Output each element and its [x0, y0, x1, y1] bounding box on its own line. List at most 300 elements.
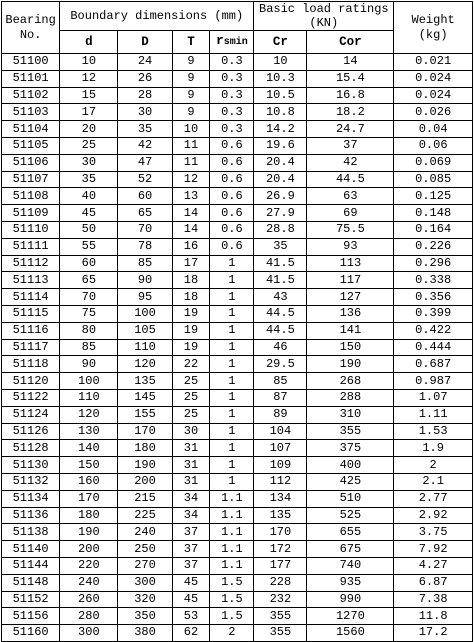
weight-cell: 0.026 — [394, 104, 473, 121]
col-header-D: D — [118, 31, 172, 54]
bearing-no-cell: 51138 — [2, 524, 60, 541]
rsmin-cell: 1 — [210, 305, 254, 322]
bearing-no-cell: 51156 — [2, 608, 60, 625]
cor-cell: 525 — [307, 507, 394, 524]
cr-cell: 135 — [254, 507, 307, 524]
D-cell: 78 — [118, 238, 172, 255]
weight-cell: 0.024 — [394, 70, 473, 87]
cr-cell: 26.9 — [254, 188, 307, 205]
d-cell: 110 — [60, 389, 118, 406]
D-cell: 155 — [118, 406, 172, 423]
weight-cell: 1.53 — [394, 423, 473, 440]
bearing-no-cell: 51140 — [2, 541, 60, 558]
bearing-no-cell: 51160 — [2, 625, 60, 642]
cr-cell: 43 — [254, 289, 307, 306]
table-row — [2, 238, 473, 255]
weight-cell: 2.1 — [394, 473, 473, 490]
T-cell: 19 — [172, 305, 210, 322]
bearing-no-cell: 51118 — [2, 356, 60, 373]
d-cell: 130 — [60, 423, 118, 440]
bearing-no-cell: 51128 — [2, 440, 60, 457]
d-cell: 280 — [60, 608, 118, 625]
col-header-cr: Cr — [254, 31, 307, 54]
D-cell: 60 — [118, 188, 172, 205]
T-cell: 37 — [172, 524, 210, 541]
cr-cell: 109 — [254, 457, 307, 474]
weight-cell: 2 — [394, 457, 473, 474]
table-row — [2, 205, 473, 222]
bearing-no-cell: 51108 — [2, 188, 60, 205]
rsmin-cell: 1 — [210, 255, 254, 272]
D-cell: 42 — [118, 137, 172, 154]
rsmin-subscript: smin — [223, 37, 248, 48]
table-row — [2, 54, 473, 71]
T-cell: 31 — [172, 440, 210, 457]
cor-cell: 510 — [307, 490, 394, 507]
cor-cell: 93 — [307, 238, 394, 255]
d-cell: 75 — [60, 305, 118, 322]
table-row — [2, 171, 473, 188]
D-cell: 26 — [118, 70, 172, 87]
cor-cell: 141 — [307, 322, 394, 339]
D-cell: 200 — [118, 473, 172, 490]
weight-cell: 0.069 — [394, 154, 473, 171]
bearing-no-cell: 51122 — [2, 389, 60, 406]
rsmin-cell: 1 — [210, 356, 254, 373]
table-row — [2, 154, 473, 171]
cor-cell: 675 — [307, 541, 394, 558]
bearing-header-line2: No. — [19, 27, 42, 42]
rsmin-cell: 0.6 — [210, 205, 254, 222]
table-row — [2, 440, 473, 457]
bearing-no-cell: 51120 — [2, 373, 60, 390]
d-cell: 50 — [60, 221, 118, 238]
col-header-weight — [394, 2, 473, 54]
rsmin-cell: 1.5 — [210, 608, 254, 625]
table-row — [2, 490, 473, 507]
table-row — [2, 121, 473, 138]
bearing-no-cell: 51114 — [2, 289, 60, 306]
cr-cell: 41.5 — [254, 272, 307, 289]
T-cell: 30 — [172, 423, 210, 440]
T-cell: 31 — [172, 473, 210, 490]
rsmin-cell: 1.1 — [210, 557, 254, 574]
weight-cell: 17.2 — [394, 625, 473, 642]
rsmin-cell: 0.3 — [210, 121, 254, 138]
rsmin-cell: 0.6 — [210, 171, 254, 188]
d-cell: 200 — [60, 541, 118, 558]
T-cell: 9 — [172, 104, 210, 121]
rsmin-cell: 1.1 — [210, 490, 254, 507]
T-cell: 45 — [172, 591, 210, 608]
d-cell: 300 — [60, 625, 118, 642]
D-cell: 100 — [118, 305, 172, 322]
weight-cell: 0.444 — [394, 339, 473, 356]
cor-cell: 18.2 — [307, 104, 394, 121]
cr-cell: 44.5 — [254, 305, 307, 322]
col-header-cor: Cor — [307, 31, 394, 54]
cr-cell: 170 — [254, 524, 307, 541]
bearing-no-cell: 51107 — [2, 171, 60, 188]
T-cell: 12 — [172, 171, 210, 188]
cor-cell: 1270 — [307, 608, 394, 625]
d-cell: 25 — [60, 137, 118, 154]
D-cell: 135 — [118, 373, 172, 390]
table-row — [2, 591, 473, 608]
D-cell: 145 — [118, 389, 172, 406]
cor-cell: 425 — [307, 473, 394, 490]
D-cell: 120 — [118, 356, 172, 373]
T-cell: 16 — [172, 238, 210, 255]
table-row — [2, 104, 473, 121]
table-row — [2, 339, 473, 356]
d-cell: 100 — [60, 373, 118, 390]
d-cell: 170 — [60, 490, 118, 507]
weight-cell: 0.125 — [394, 188, 473, 205]
rsmin-cell: 1.1 — [210, 507, 254, 524]
cor-cell: 136 — [307, 305, 394, 322]
weight-cell: 2.92 — [394, 507, 473, 524]
weight-cell: 0.06 — [394, 137, 473, 154]
cor-cell: 16.8 — [307, 87, 394, 104]
cor-cell: 127 — [307, 289, 394, 306]
d-cell: 60 — [60, 255, 118, 272]
weight-cell: 0.226 — [394, 238, 473, 255]
cr-cell: 27.9 — [254, 205, 307, 222]
D-cell: 180 — [118, 440, 172, 457]
cor-cell: 935 — [307, 574, 394, 591]
cor-cell: 69 — [307, 205, 394, 222]
cor-cell: 75.5 — [307, 221, 394, 238]
cor-cell: 14 — [307, 54, 394, 71]
D-cell: 225 — [118, 507, 172, 524]
table-row — [2, 70, 473, 87]
cr-cell: 35 — [254, 238, 307, 255]
T-cell: 19 — [172, 339, 210, 356]
weight-cell: 0.148 — [394, 205, 473, 222]
D-cell: 170 — [118, 423, 172, 440]
rsmin-cell: 1.5 — [210, 591, 254, 608]
d-cell: 35 — [60, 171, 118, 188]
weight-cell: 7.92 — [394, 541, 473, 558]
table-row — [2, 541, 473, 558]
cr-cell: 107 — [254, 440, 307, 457]
bearing-no-cell: 51132 — [2, 473, 60, 490]
D-cell: 28 — [118, 87, 172, 104]
D-cell: 65 — [118, 205, 172, 222]
cr-cell: 10.5 — [254, 87, 307, 104]
D-cell: 95 — [118, 289, 172, 306]
D-cell: 350 — [118, 608, 172, 625]
weight-header-line1: Weight — [411, 12, 455, 27]
cor-cell: 355 — [307, 423, 394, 440]
bearing-no-cell: 51104 — [2, 121, 60, 138]
cr-cell: 89 — [254, 406, 307, 423]
table-row — [2, 473, 473, 490]
bearing-no-cell: 51152 — [2, 591, 60, 608]
D-cell: 24 — [118, 54, 172, 71]
D-cell: 105 — [118, 322, 172, 339]
weight-cell: 11.8 — [394, 608, 473, 625]
D-cell: 47 — [118, 154, 172, 171]
cor-cell: 150 — [307, 339, 394, 356]
rsmin-cell: 0.6 — [210, 188, 254, 205]
weight-cell: 1.11 — [394, 406, 473, 423]
T-cell: 14 — [172, 221, 210, 238]
bearing-no-cell: 51124 — [2, 406, 60, 423]
weight-cell: 0.04 — [394, 121, 473, 138]
cr-cell: 10.8 — [254, 104, 307, 121]
weight-cell: 0.085 — [394, 171, 473, 188]
cor-cell: 990 — [307, 591, 394, 608]
d-cell: 70 — [60, 289, 118, 306]
col-header-d: d — [60, 31, 118, 54]
rsmin-cell: 0.6 — [210, 154, 254, 171]
rsmin-cell: 0.3 — [210, 104, 254, 121]
rsmin-cell: 0.6 — [210, 137, 254, 154]
rsmin-cell: 1 — [210, 289, 254, 306]
d-cell: 40 — [60, 188, 118, 205]
cor-cell: 288 — [307, 389, 394, 406]
table-row — [2, 305, 473, 322]
weight-cell: 0.356 — [394, 289, 473, 306]
rsmin-cell: 0.6 — [210, 238, 254, 255]
col-header-boundary-dimensions: Boundary dimensions (mm) — [60, 2, 254, 31]
rsmin-cell: 0.3 — [210, 87, 254, 104]
d-cell: 17 — [60, 104, 118, 121]
cr-cell: 41.5 — [254, 255, 307, 272]
rsmin-cell: 0.6 — [210, 221, 254, 238]
weight-cell: 0.399 — [394, 305, 473, 322]
weight-cell: 4.27 — [394, 557, 473, 574]
d-cell: 180 — [60, 507, 118, 524]
cor-cell: 190 — [307, 356, 394, 373]
bearing-no-cell: 51100 — [2, 54, 60, 71]
table-row — [2, 255, 473, 272]
T-cell: 37 — [172, 541, 210, 558]
d-cell: 20 — [60, 121, 118, 138]
T-cell: 13 — [172, 188, 210, 205]
cr-cell: 112 — [254, 473, 307, 490]
bearing-no-cell: 51106 — [2, 154, 60, 171]
cor-cell: 655 — [307, 524, 394, 541]
rsmin-cell: 1 — [210, 322, 254, 339]
table-row — [2, 137, 473, 154]
cr-cell: 29.5 — [254, 356, 307, 373]
bearing-no-cell: 51115 — [2, 305, 60, 322]
cor-cell: 400 — [307, 457, 394, 474]
cr-cell: 228 — [254, 574, 307, 591]
rsmin-cell: 0.3 — [210, 54, 254, 71]
table-row — [2, 574, 473, 591]
T-cell: 18 — [172, 289, 210, 306]
cr-cell: 85 — [254, 373, 307, 390]
cor-cell: 37 — [307, 137, 394, 154]
weight-cell: 7.38 — [394, 591, 473, 608]
rsmin-cell: 1 — [210, 389, 254, 406]
D-cell: 300 — [118, 574, 172, 591]
cr-cell: 87 — [254, 389, 307, 406]
D-cell: 110 — [118, 339, 172, 356]
rsmin-cell: 1.1 — [210, 541, 254, 558]
T-cell: 14 — [172, 205, 210, 222]
cor-cell: 268 — [307, 373, 394, 390]
col-header-load-ratings — [254, 2, 394, 31]
d-cell: 190 — [60, 524, 118, 541]
T-cell: 9 — [172, 70, 210, 87]
T-cell: 62 — [172, 625, 210, 642]
cor-cell: 42 — [307, 154, 394, 171]
bearing-no-cell: 51110 — [2, 221, 60, 238]
d-cell: 15 — [60, 87, 118, 104]
table-row — [2, 188, 473, 205]
bearing-spec-table — [1, 1, 473, 642]
table-row — [2, 356, 473, 373]
cor-cell: 1560 — [307, 625, 394, 642]
col-header-bearing-no — [2, 2, 60, 54]
D-cell: 215 — [118, 490, 172, 507]
cr-cell: 20.4 — [254, 154, 307, 171]
cor-cell: 44.5 — [307, 171, 394, 188]
cor-cell: 740 — [307, 557, 394, 574]
T-cell: 10 — [172, 121, 210, 138]
cor-cell: 15.4 — [307, 70, 394, 87]
rsmin-cell: 1 — [210, 373, 254, 390]
rsmin-cell: 1 — [210, 406, 254, 423]
d-cell: 80 — [60, 322, 118, 339]
D-cell: 380 — [118, 625, 172, 642]
cr-cell: 134 — [254, 490, 307, 507]
bearing-header-line1: Bearing — [5, 12, 56, 27]
cr-cell: 20.4 — [254, 171, 307, 188]
T-cell: 19 — [172, 322, 210, 339]
T-cell: 9 — [172, 54, 210, 71]
weight-cell: 0.987 — [394, 373, 473, 390]
bearing-no-cell: 51101 — [2, 70, 60, 87]
table-header — [2, 2, 473, 54]
bearing-no-cell: 51109 — [2, 205, 60, 222]
bearing-no-cell: 51136 — [2, 507, 60, 524]
table-row — [2, 221, 473, 238]
D-cell: 52 — [118, 171, 172, 188]
cr-cell: 104 — [254, 423, 307, 440]
table-row — [2, 608, 473, 625]
cor-cell: 310 — [307, 406, 394, 423]
cr-cell: 10.3 — [254, 70, 307, 87]
d-cell: 45 — [60, 205, 118, 222]
T-cell: 34 — [172, 507, 210, 524]
rsmin-cell: 1.5 — [210, 574, 254, 591]
D-cell: 70 — [118, 221, 172, 238]
weight-header-line2: (kg) — [418, 27, 448, 42]
T-cell: 17 — [172, 255, 210, 272]
cr-cell: 355 — [254, 625, 307, 642]
cr-cell: 355 — [254, 608, 307, 625]
cor-cell: 113 — [307, 255, 394, 272]
rsmin-cell: 1 — [210, 440, 254, 457]
table-row — [2, 373, 473, 390]
d-cell: 220 — [60, 557, 118, 574]
d-cell: 160 — [60, 473, 118, 490]
D-cell: 35 — [118, 121, 172, 138]
weight-cell: 0.687 — [394, 356, 473, 373]
table-row — [2, 457, 473, 474]
weight-cell: 1.07 — [394, 389, 473, 406]
T-cell: 22 — [172, 356, 210, 373]
rsmin-cell: 1 — [210, 272, 254, 289]
table-row — [2, 87, 473, 104]
rsmin-cell: 1 — [210, 339, 254, 356]
rsmin-cell: 1.1 — [210, 524, 254, 541]
d-cell: 85 — [60, 339, 118, 356]
d-cell: 10 — [60, 54, 118, 71]
D-cell: 240 — [118, 524, 172, 541]
table-row — [2, 322, 473, 339]
cr-cell: 44.5 — [254, 322, 307, 339]
bearing-no-cell: 51112 — [2, 255, 60, 272]
d-cell: 65 — [60, 272, 118, 289]
weight-cell: 6.87 — [394, 574, 473, 591]
T-cell: 25 — [172, 389, 210, 406]
T-cell: 45 — [172, 574, 210, 591]
T-cell: 18 — [172, 272, 210, 289]
cr-cell: 14.2 — [254, 121, 307, 138]
weight-cell: 1.9 — [394, 440, 473, 457]
header-row-top — [2, 2, 473, 31]
d-cell: 260 — [60, 591, 118, 608]
cr-cell: 232 — [254, 591, 307, 608]
table-body — [2, 54, 473, 642]
bearing-no-cell: 51130 — [2, 457, 60, 474]
cr-cell: 177 — [254, 557, 307, 574]
cr-cell: 19.6 — [254, 137, 307, 154]
col-header-T: T — [172, 31, 210, 54]
T-cell: 11 — [172, 137, 210, 154]
d-cell: 12 — [60, 70, 118, 87]
bearing-no-cell: 51102 — [2, 87, 60, 104]
bearing-no-cell: 51117 — [2, 339, 60, 356]
weight-cell: 0.296 — [394, 255, 473, 272]
rsmin-cell: 1 — [210, 423, 254, 440]
T-cell: 53 — [172, 608, 210, 625]
table-row — [2, 289, 473, 306]
table-row — [2, 272, 473, 289]
T-cell: 37 — [172, 557, 210, 574]
table-row — [2, 557, 473, 574]
rsmin-letter: r — [215, 33, 224, 48]
d-cell: 55 — [60, 238, 118, 255]
cr-cell: 28.8 — [254, 221, 307, 238]
weight-cell: 2.77 — [394, 490, 473, 507]
bearing-no-cell: 51144 — [2, 557, 60, 574]
d-cell: 30 — [60, 154, 118, 171]
bearing-no-cell: 51134 — [2, 490, 60, 507]
D-cell: 270 — [118, 557, 172, 574]
table-row — [2, 389, 473, 406]
cor-cell: 63 — [307, 188, 394, 205]
D-cell: 85 — [118, 255, 172, 272]
rsmin-cell: 0.3 — [210, 70, 254, 87]
weight-cell: 3.75 — [394, 524, 473, 541]
rsmin-cell: 1 — [210, 473, 254, 490]
bearing-no-cell: 51148 — [2, 574, 60, 591]
D-cell: 320 — [118, 591, 172, 608]
T-cell: 25 — [172, 406, 210, 423]
T-cell: 25 — [172, 373, 210, 390]
weight-cell: 0.164 — [394, 221, 473, 238]
ratings-header-line1: Basic load ratings — [259, 2, 389, 16]
cor-cell: 24.7 — [307, 121, 394, 138]
